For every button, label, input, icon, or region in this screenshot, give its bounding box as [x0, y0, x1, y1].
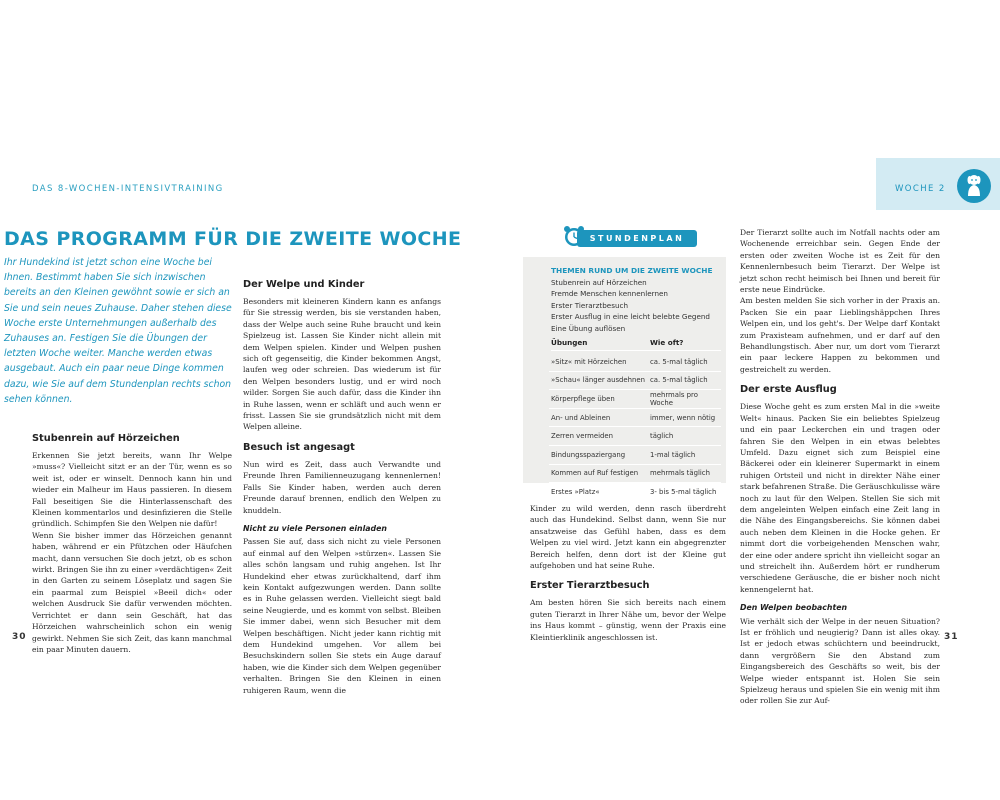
running-head-left: DAS 8-WOCHEN-INTENSIVTRAINING — [32, 184, 224, 194]
intro-line: Sie und sein neues Zuhause. Daher stehen diese — [4, 302, 232, 314]
intro-line: ausgebaut. Auch ein paar neue Dinge kommen — [4, 363, 224, 375]
page-title: DAS PROGRAMM FÜR DIE ZWEITE WOCHE — [4, 228, 462, 250]
paragraph: Am besten hören Sie sich bereits nach einem guten Tierarzt in Ihrer Nähe um, bevor der Welpe ins Haus kommt – günstig, wenn der Praxis eine Kleintierklinik angeschlossen ist. — [530, 598, 726, 642]
paragraph: Erkennen Sie jetzt bereits, wann Ihr Welpe »muss«? Vielleicht sitzt er an der Tür, wenn es so weit ist, oder er winselt. Dennoch kann hin und wieder ein Malheur im Haus passieren. In diesem Fall beseitigen Sie die Hinterlassenschaft des Kleinen kommentarlos und desinfizieren die Stelle gründlich. Schimpfen Sie den Welpen nie dafür! — [32, 451, 232, 529]
exercise-cell: Zerren vermeiden — [551, 432, 614, 441]
table-row — [549, 446, 721, 465]
schedule-badge: STUNDENPLAN — [577, 230, 697, 247]
exercise-cell: »Schau« länger ausdehnen — [551, 376, 646, 385]
column-2 — [243, 278, 441, 696]
header-exercise: Übungen — [551, 338, 588, 347]
table-row — [549, 353, 721, 372]
frequency-cell: 1-mal täglich — [650, 450, 696, 459]
section-heading-welpe-kinder: Der Welpe und Kinder — [243, 279, 365, 290]
frequency-cell: mehrmals täglich — [650, 469, 710, 478]
schedule-heading: THEMEN RUND UM DIE ZWEITE WOCHE — [551, 266, 713, 275]
table-row — [549, 465, 721, 484]
paragraph: Wie verhält sich der Welpe in der neuen Situation? Ist er fröhlich und neugierig? Dann ist alles okay. Ist er jedoch etwas schüchtern und beeindruckt, dann vergrößern Sie den Abstand zum Eingangsbereich des Geschäfts so weit, bis der Welpe wieder entspannt ist. Holen Sie sein Spielzeug heraus und spielen Sie ein wenig mit ihm oder rollen Sie zur Auf- — [740, 616, 940, 706]
paragraph: Nun wird es Zeit, dass auch Verwandte und Freunde Ihren Familienneuzugang kennenlernen! Falls Sie Kinder haben, werden auch deren Freunde darauf brennen, endlich den Welpen zu knuddeln. — [243, 459, 441, 515]
exercise-cell: An- und Ableinen — [551, 413, 611, 422]
column-3 — [530, 503, 726, 643]
section-heading-stubenrein: Stubenrein auf Hörzeichen — [32, 433, 180, 444]
topic-item: Fremde Menschen kennenlernen — [551, 289, 668, 299]
table-row — [549, 427, 721, 446]
schedule-table — [549, 353, 721, 501]
frequency-cell: mehrmals pro Woche — [650, 390, 698, 407]
subheading-beobachten: Den Welpen beobachten — [740, 603, 848, 613]
schedule-topics — [551, 277, 721, 334]
column-4 — [740, 227, 940, 707]
intro-text — [4, 255, 234, 407]
paragraph: Diese Woche geht es zum ersten Mal in die »weite Welt« hinaus. Packen Sie ein beliebtes Spielzeug und ein paar Leckerchen ein und tragen oder fahren Sie den Welpen in ein etwas belebtes Umfeld. Dazu eignet sich zum Beispiel eine Bäckerei oder ein kleinerer Supermarkt in einem ruhigen Ortsteil und nicht in direkter Nähe einer stark befahrenen Straße. Die Geräuschkulisse wäre noch zu laut für den Welpen. Stellen Sie sich mit dem angeleinten Welpen einfach eine Zeit lang in die Nähe des Eingangsbereichs. Sie können dabei auch neben dem Kleinen in die Hocke gehen. Er nimmt dort die vorbeigehenden Menschen wahr, der eine oder andere spricht ihn vielleicht sogar an und streichelt ihn. Außerdem hört er rundherum verschiedene Geräusche, die er bisher noch nicht kennengelernt hat. — [740, 402, 940, 594]
exercise-cell: Kommen auf Ruf festigen — [551, 469, 639, 478]
topic-item: Erster Tierarztbesuch — [551, 300, 629, 310]
frequency-cell: immer, wenn nötig — [650, 413, 716, 422]
paragraph: Am besten melden Sie sich vorher in der Praxis an. Packen Sie ein paar Lieblingshäppchen Ihres Welpen ein, und los geht's. Der Welpe darf Kontakt zum Praxisteam aufnehmen, und er darf auf den Behandlungstisch. Aber nur, um dort vom Tierarzt ein paar leckere Happen zu bekommen und gestreichelt zu werden. — [740, 296, 940, 374]
section-heading-besuch: Besuch ist angesagt — [243, 441, 355, 453]
exercise-cell: Erstes »Platz« — [551, 487, 600, 496]
intro-line: bereits an den Kleinen gewöhnt sowie er sich an — [4, 287, 230, 299]
intro-line: Ihnen. Bestimmt haben Sie sich inzwischen — [4, 272, 206, 284]
section-heading-ausflug: Der erste Ausflug — [740, 384, 837, 396]
schedule-table-header — [551, 338, 721, 351]
paragraph: Kinder zu wild werden, denn rasch überdreht auch das Hundekind. Selbst dann, wenn Sie nur ansatzweise das Gefühl haben, dass es dem Welpen zu viel wird. Jetzt kann ein abgegrenzter Bereich helfen, denn dort ist der Kleine gut aufgehoben und hat seine Ruhe. — [530, 504, 726, 571]
chapter-tab — [876, 158, 1000, 210]
intro-line: Ihr Hundekind ist jetzt schon eine Woche bei — [4, 257, 212, 268]
column-1 — [32, 432, 232, 655]
paragraph: Besonders mit kleineren Kindern kann es anfangs für Sie stressig werden, bis sie verstanden haben, dass der Welpe auch seine Ruhe braucht und kein Spielzeug ist. Lassen Sie Kinder nicht allein mit dem Welpen spielen. Kinder und Welpen pushen sich oft gegenseitig, die Kinder bekommen Angst, laufen weg oder schreien. Das wiederum ist für den Welpen besonders lustig, und er wird noch wilder. Sorgen Sie auch dafür, dass die Kinder ihn in Ruhe lassen, wenn er schläft und auch wenn er frisst. Lassen Sie sie grundsätzlich nicht mit dem Welpen alleine. — [243, 297, 441, 432]
topic-item: Erster Ausflug in eine leicht belebte Gegend — [551, 312, 710, 322]
intro-line: Zuhauses an. Festigen Sie die Übungen der — [4, 333, 207, 345]
topic-item: Eine Übung auflösen — [551, 323, 626, 333]
table-row — [549, 390, 721, 409]
page-number-left: 30 — [12, 632, 27, 642]
section-heading-tierarzt: Erster Tierarztbesuch — [530, 580, 650, 592]
header-frequency: Wie oft? — [650, 338, 684, 347]
chapter-tab-label: WOCHE 2 — [895, 184, 946, 194]
intro-line: sehen können. — [4, 393, 73, 405]
intro-line: dazu, wie Sie auf dem Stundenplan rechts schon — [4, 378, 232, 390]
subheading-personen: Nicht zu viele Personen einladen — [243, 523, 387, 533]
topic-item: Stubenrein auf Hörzeichen — [551, 278, 647, 287]
frequency-cell: täglich — [650, 432, 674, 441]
table-row — [549, 409, 721, 428]
paragraph: Passen Sie auf, dass sich nicht zu viele Personen auf einmal auf den Welpen »stürzen«. Lassen Sie alles schön langsam und ruhig angehen. Ist Ihr Hundekind eher etwas zurückhaltend, darf ihm kein Kontakt aufgezwungen werden. Dann sollte es in Ruhe gelassen werden. Vielleicht siegt bald seine Neugierde, und es kommt von selbst. Bleiben Sie immer dabei, wenn sich Besucher mit dem Welpen beschäftigen. Nicht jeder kann richtig mit dem Hundekind umgehen. Vor allem bei Besuchskindern sollen Sie stets ein Auge darauf haben, wie die Kinder sich dem Welpen gegenüber verhalten. Bringen Sie den Kleinen in einen ruhigeren Raum, wenn die — [243, 537, 441, 695]
page-number-right: 31 — [944, 632, 959, 642]
frequency-cell: ca. 5-mal täglich — [650, 357, 708, 366]
frequency-cell: 3- bis 5-mal täglich — [650, 487, 717, 496]
exercise-cell: »Sitz« mit Hörzeichen — [551, 357, 627, 366]
frequency-cell: ca. 5-mal täglich — [650, 376, 708, 385]
paragraph: Wenn Sie bisher immer das Hörzeichen genannt haben, während er ein Pfützchen oder Häufchen macht, dann versuchen Sie doch jetzt, ob es schon wirkt. Bringen Sie ihn zu einer »verdächtigen« Zeit in den Garten zu seinem Löseplatz und sagen Sie ein paarmal zum Beispiel »Beeil dich« oder welchen Ausdruck Sie dafür verwenden möchten. Verrichtet er dann sein Geschäft, hat das Hörzeichen wahrscheinlich schon ein wenig gewirkt. Nehmen Sie sich Zeit, das kann manchmal ein paar Minuten dauern. — [32, 530, 232, 654]
table-row — [549, 483, 721, 501]
exercise-cell: Bindungsspaziergang — [551, 450, 626, 459]
paragraph: Der Tierarzt sollte auch im Notfall nachts oder am Wochenende erreichbar sein. Gegen Ende der ersten oder zweiten Woche ist es Zeit für den Kennenlernbesuch beim Tierarzt. Der Welpe ist jetzt schon recht heimisch bei Ihnen und bereit für erste neue Eindrücke. — [740, 228, 940, 295]
exercise-cell: Körperpflege üben — [551, 394, 615, 403]
intro-line: Woche erste Unternehmungen außerhalb des — [4, 317, 217, 329]
table-row — [549, 372, 721, 391]
puppy-icon — [957, 169, 991, 203]
intro-line: letzten Woche weiter. Manche werden etwas — [4, 348, 213, 360]
